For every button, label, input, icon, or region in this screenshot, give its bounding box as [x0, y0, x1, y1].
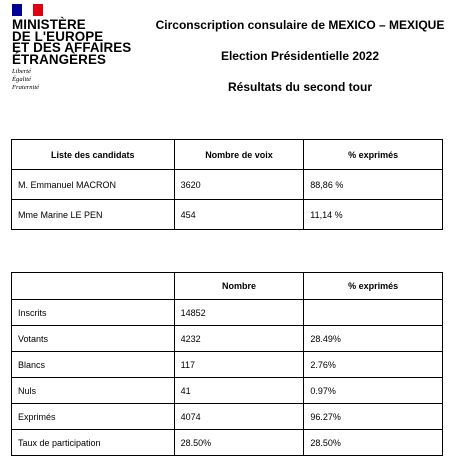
table-row	[12, 352, 443, 378]
table-row	[12, 404, 443, 430]
stat-percent	[304, 300, 443, 326]
column-header: % exprimés	[304, 273, 443, 300]
flag-red-stripe	[33, 4, 43, 16]
stat-count: 28.50%	[174, 430, 304, 456]
stat-percent: 28.49%	[304, 326, 443, 352]
stat-label: Inscrits	[12, 300, 175, 326]
stat-percent: 2.76%	[304, 352, 443, 378]
table-row	[12, 170, 443, 200]
stat-count: 4074	[174, 404, 304, 430]
stat-label: Votants	[12, 326, 175, 352]
table-row	[12, 378, 443, 404]
turnout-stats-table	[11, 272, 443, 456]
stat-percent: 96.27%	[304, 404, 443, 430]
column-header: Nombre de voix	[174, 140, 304, 170]
ministry-name-line: MINISTÈRE	[12, 17, 86, 32]
ministry-logo	[12, 4, 132, 92]
column-header: Liste des candidats	[12, 140, 175, 170]
stat-count: 14852	[174, 300, 304, 326]
vote-percent: 11,14 %	[304, 200, 443, 230]
round-title: Résultats du second tour	[227, 80, 373, 94]
table-header-row	[12, 140, 443, 170]
stat-label: Blancs	[12, 352, 175, 378]
ministry-name-line: ET DES AFFAIRES	[12, 40, 132, 55]
flag-blue-stripe	[12, 4, 22, 16]
flag-white-stripe	[22, 4, 32, 16]
table-row	[12, 300, 443, 326]
stat-percent: 28.50%	[304, 430, 443, 456]
table-row	[12, 326, 443, 352]
french-flag-icon	[12, 4, 43, 16]
motto-line: Liberté	[12, 68, 32, 75]
column-header	[12, 273, 175, 300]
vote-count: 3620	[174, 170, 304, 200]
motto-line: Fraternité	[12, 84, 40, 91]
candidate-name: Mme Marine LE PEN	[12, 200, 175, 230]
candidates-results-table	[11, 139, 443, 230]
column-header: Nombre	[174, 273, 304, 300]
ministry-name-line: ÉTRANGÈRES	[12, 51, 107, 67]
stat-label: Taux de participation	[12, 430, 175, 456]
document-header	[150, 18, 450, 111]
candidate-name: M. Emmanuel MACRON	[12, 170, 175, 200]
election-title: Election Présidentielle 2022	[220, 49, 380, 63]
stat-count: 41	[174, 378, 304, 404]
table-row	[12, 200, 443, 230]
column-header: % exprimés	[304, 140, 443, 170]
table-header-row	[12, 273, 443, 300]
republic-motto	[12, 68, 132, 92]
stat-percent: 0.97%	[304, 378, 443, 404]
stat-count: 117	[174, 352, 304, 378]
ministry-name-line: DE L'EUROPE	[12, 28, 104, 44]
constituency-title: Circonscription consulaire de MEXICO – MEXIQUE	[155, 18, 445, 32]
stat-count: 4232	[174, 326, 304, 352]
vote-count: 454	[174, 200, 304, 230]
ministry-name	[12, 19, 132, 65]
motto-line: Égalité	[12, 76, 32, 83]
stat-label: Exprimés	[12, 404, 175, 430]
stat-label: Nuls	[12, 378, 175, 404]
vote-percent: 88,86 %	[304, 170, 443, 200]
table-row	[12, 430, 443, 456]
